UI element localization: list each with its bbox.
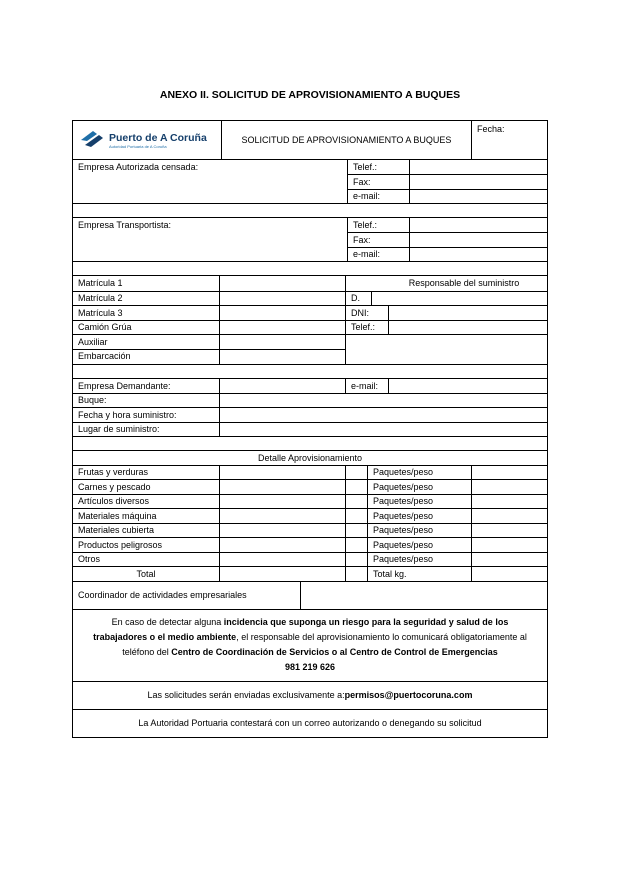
submission-row (73, 681, 547, 709)
demandante-email-input[interactable] (388, 379, 547, 393)
responsable-dni-label: DNI: (346, 306, 389, 320)
empresa-autorizada-label: Empresa Autorizada censada: (78, 162, 199, 172)
item-unit-label: Paquetes/peso (367, 553, 471, 567)
responsable-telef-label: Telef.: (346, 321, 389, 335)
safety-notice (73, 609, 547, 681)
port-logo-icon (79, 128, 215, 152)
request-form (72, 120, 548, 738)
fecha-hora-row (73, 407, 547, 422)
item-description-input[interactable] (219, 553, 345, 567)
detalle-row (73, 537, 547, 552)
item-weight-input[interactable] (471, 466, 547, 480)
detalle-row (73, 508, 547, 523)
item-qty-input[interactable] (345, 509, 367, 523)
detalle-row (73, 552, 547, 567)
item-label: Artículos diversos (78, 496, 150, 507)
item-description-input[interactable] (219, 495, 345, 509)
item-unit-label: Paquetes/peso (367, 509, 471, 523)
port-logo (73, 121, 221, 159)
matricula-3-input[interactable] (220, 305, 345, 320)
empresa-autorizada-field[interactable] (73, 160, 347, 203)
autorizada-telef-input[interactable] (410, 160, 547, 174)
detalle-row (73, 523, 547, 538)
submission-text: Las solicitudes serán enviadas exclusivamente a: (147, 690, 345, 700)
response-text: La Autoridad Portuaria contestará con un correo autorizando o denegando su solicitud (138, 718, 482, 728)
coordinador-label: Coordinador de actividades empresariales (78, 590, 247, 600)
demandante-email-label: e-mail: (345, 379, 388, 393)
item-label: Carnes y pescado (78, 481, 151, 492)
emergency-phone: 981 219 626 (284, 662, 336, 672)
responsable-telef-row (346, 320, 547, 335)
autorizada-email-input[interactable] (410, 189, 547, 203)
spacer-row (73, 436, 547, 450)
detalle-row (73, 479, 547, 494)
item-qty-input[interactable] (345, 524, 367, 538)
item-unit-label: Paquetes/peso (367, 538, 471, 552)
detalle-row (73, 494, 547, 509)
camion-grua-input[interactable] (220, 320, 345, 335)
coordinador-input[interactable] (300, 582, 547, 609)
responsable-dni-input[interactable] (389, 306, 547, 320)
matricula-1-label: Matrícula 1 (78, 278, 123, 289)
transportista-telef-label: Telef.: (353, 220, 378, 231)
matricula-2-input[interactable] (220, 291, 345, 306)
item-qty-input[interactable] (345, 538, 367, 552)
empresa-transportista-field[interactable] (73, 218, 347, 261)
autorizada-email-label: e-mail: (348, 189, 409, 203)
matricula-2-label: Matrícula 2 (73, 291, 219, 306)
buque-label: Buque: (78, 395, 107, 406)
transportista-fax-label: Fax: (348, 232, 409, 246)
total-row (73, 566, 547, 581)
responsable-d-input[interactable] (372, 292, 547, 306)
logo-text: Puerto de A Coruña (109, 132, 207, 144)
notice-part-1: En caso de detectar alguna (111, 617, 224, 627)
total-description-input[interactable] (219, 567, 345, 581)
transportista-email-input[interactable] (410, 247, 547, 261)
detalle-title-row (73, 450, 547, 465)
item-unit-label: Paquetes/peso (367, 524, 471, 538)
buque-input[interactable] (219, 394, 547, 408)
auxiliar-input[interactable] (220, 334, 345, 349)
matricula-1-input[interactable] (220, 276, 345, 291)
date-label: Fecha: (477, 124, 505, 134)
total-qty-input[interactable] (345, 567, 367, 581)
spacer-row (73, 203, 547, 217)
item-weight-input[interactable] (471, 538, 547, 552)
notice-bold-2: Centro de Coordinación de Servicios o al Centro de Control de Emergencias (171, 647, 498, 657)
responsable-d-row (346, 291, 547, 306)
item-weight-input[interactable] (471, 480, 547, 494)
logo-subtext: Autoridad Portuaria de A Coruña (109, 144, 167, 149)
safety-notice-text (73, 614, 547, 676)
empresa-demandante-row (73, 378, 547, 393)
empresa-demandante-input[interactable] (219, 379, 345, 393)
lugar-input[interactable] (219, 423, 547, 437)
item-weight-input[interactable] (471, 495, 547, 509)
total-kg-label: Total kg. (367, 567, 471, 581)
transportista-fax-input[interactable] (410, 232, 547, 246)
embarcacion-label: Embarcación (73, 349, 219, 364)
item-label: Materiales cubierta (78, 525, 155, 536)
notice-bold-1: incidencia que suponga un riesgo para la seguridad y salud de los trabajadores o el medio ambiente (93, 617, 509, 642)
item-description-input[interactable] (219, 480, 345, 494)
response-row (73, 709, 547, 737)
spacer-row (73, 364, 547, 378)
transportista-email-label: e-mail: (348, 247, 409, 261)
autorizada-fax-label: Fax: (348, 174, 409, 188)
item-weight-input[interactable] (471, 553, 547, 567)
camion-grua-label: Camión Grúa (73, 320, 219, 335)
item-unit-label: Paquetes/peso (367, 495, 471, 509)
auxiliar-label: Auxiliar (73, 334, 219, 349)
page-title: ANEXO II. SOLICITUD DE APROVISIONAMIENTO A BUQUES (159, 89, 461, 101)
item-unit-label: Paquetes/peso (367, 466, 471, 480)
buque-row (73, 393, 547, 408)
empresa-transportista-label: Empresa Transportista: (78, 220, 172, 230)
item-description-input[interactable] (219, 538, 345, 552)
empresa-autorizada-block (73, 159, 547, 203)
responsable-extra (346, 334, 547, 364)
responsable-title: Responsable del suministro (408, 278, 520, 289)
item-qty-input[interactable] (345, 466, 367, 480)
item-label: Otros (78, 554, 101, 565)
form-header (73, 121, 547, 159)
total-label: Total (136, 568, 156, 579)
item-description-input[interactable] (219, 509, 345, 523)
item-weight-input[interactable] (471, 509, 547, 523)
autorizada-fax-input[interactable] (410, 174, 547, 188)
responsable-telef-input[interactable] (389, 321, 547, 335)
item-qty-input[interactable] (345, 480, 367, 494)
detalle-title: Detalle Aprovisionamiento (257, 452, 363, 463)
empresa-demandante-label: Empresa Demandante: (78, 380, 171, 391)
item-qty-input[interactable] (345, 495, 367, 509)
item-qty-input[interactable] (345, 553, 367, 567)
item-label: Productos peligrosos (78, 539, 163, 550)
total-kg-input[interactable] (471, 567, 547, 581)
lugar-label: Lugar de suministro: (78, 424, 160, 435)
item-weight-input[interactable] (471, 524, 547, 538)
spacer-row (73, 261, 547, 275)
item-description-input[interactable] (219, 466, 345, 480)
lugar-row (73, 422, 547, 437)
submission-email-link[interactable]: permisos@puertocoruna.com (344, 690, 473, 700)
transportista-telef-input[interactable] (410, 218, 547, 232)
vehiculos-block (73, 275, 547, 364)
item-label: Materiales máquina (78, 510, 157, 521)
fecha-hora-label: Fecha y hora suministro: (78, 409, 177, 420)
fecha-hora-input[interactable] (219, 408, 547, 422)
item-description-input[interactable] (219, 524, 345, 538)
empresa-transportista-block (73, 217, 547, 261)
responsable-d-label: D. (346, 292, 372, 306)
coordinador-row (73, 581, 547, 609)
item-unit-label: Paquetes/peso (367, 480, 471, 494)
form-title: SOLICITUD DE APROVISIONAMIENTO A BUQUES (221, 121, 471, 159)
notice-part-2: , el responsable del aprovisionamiento lo comunicará obligatoriamente al teléfono del (122, 632, 527, 657)
detalle-row (73, 465, 547, 480)
embarcacion-input[interactable] (220, 349, 345, 364)
item-label: Frutas y verduras (78, 467, 149, 478)
responsable-dni-row (346, 305, 547, 320)
date-field[interactable] (471, 121, 547, 159)
matricula-3-label: Matrícula 3 (73, 305, 219, 320)
autorizada-telef-label: Telef.: (353, 162, 378, 173)
